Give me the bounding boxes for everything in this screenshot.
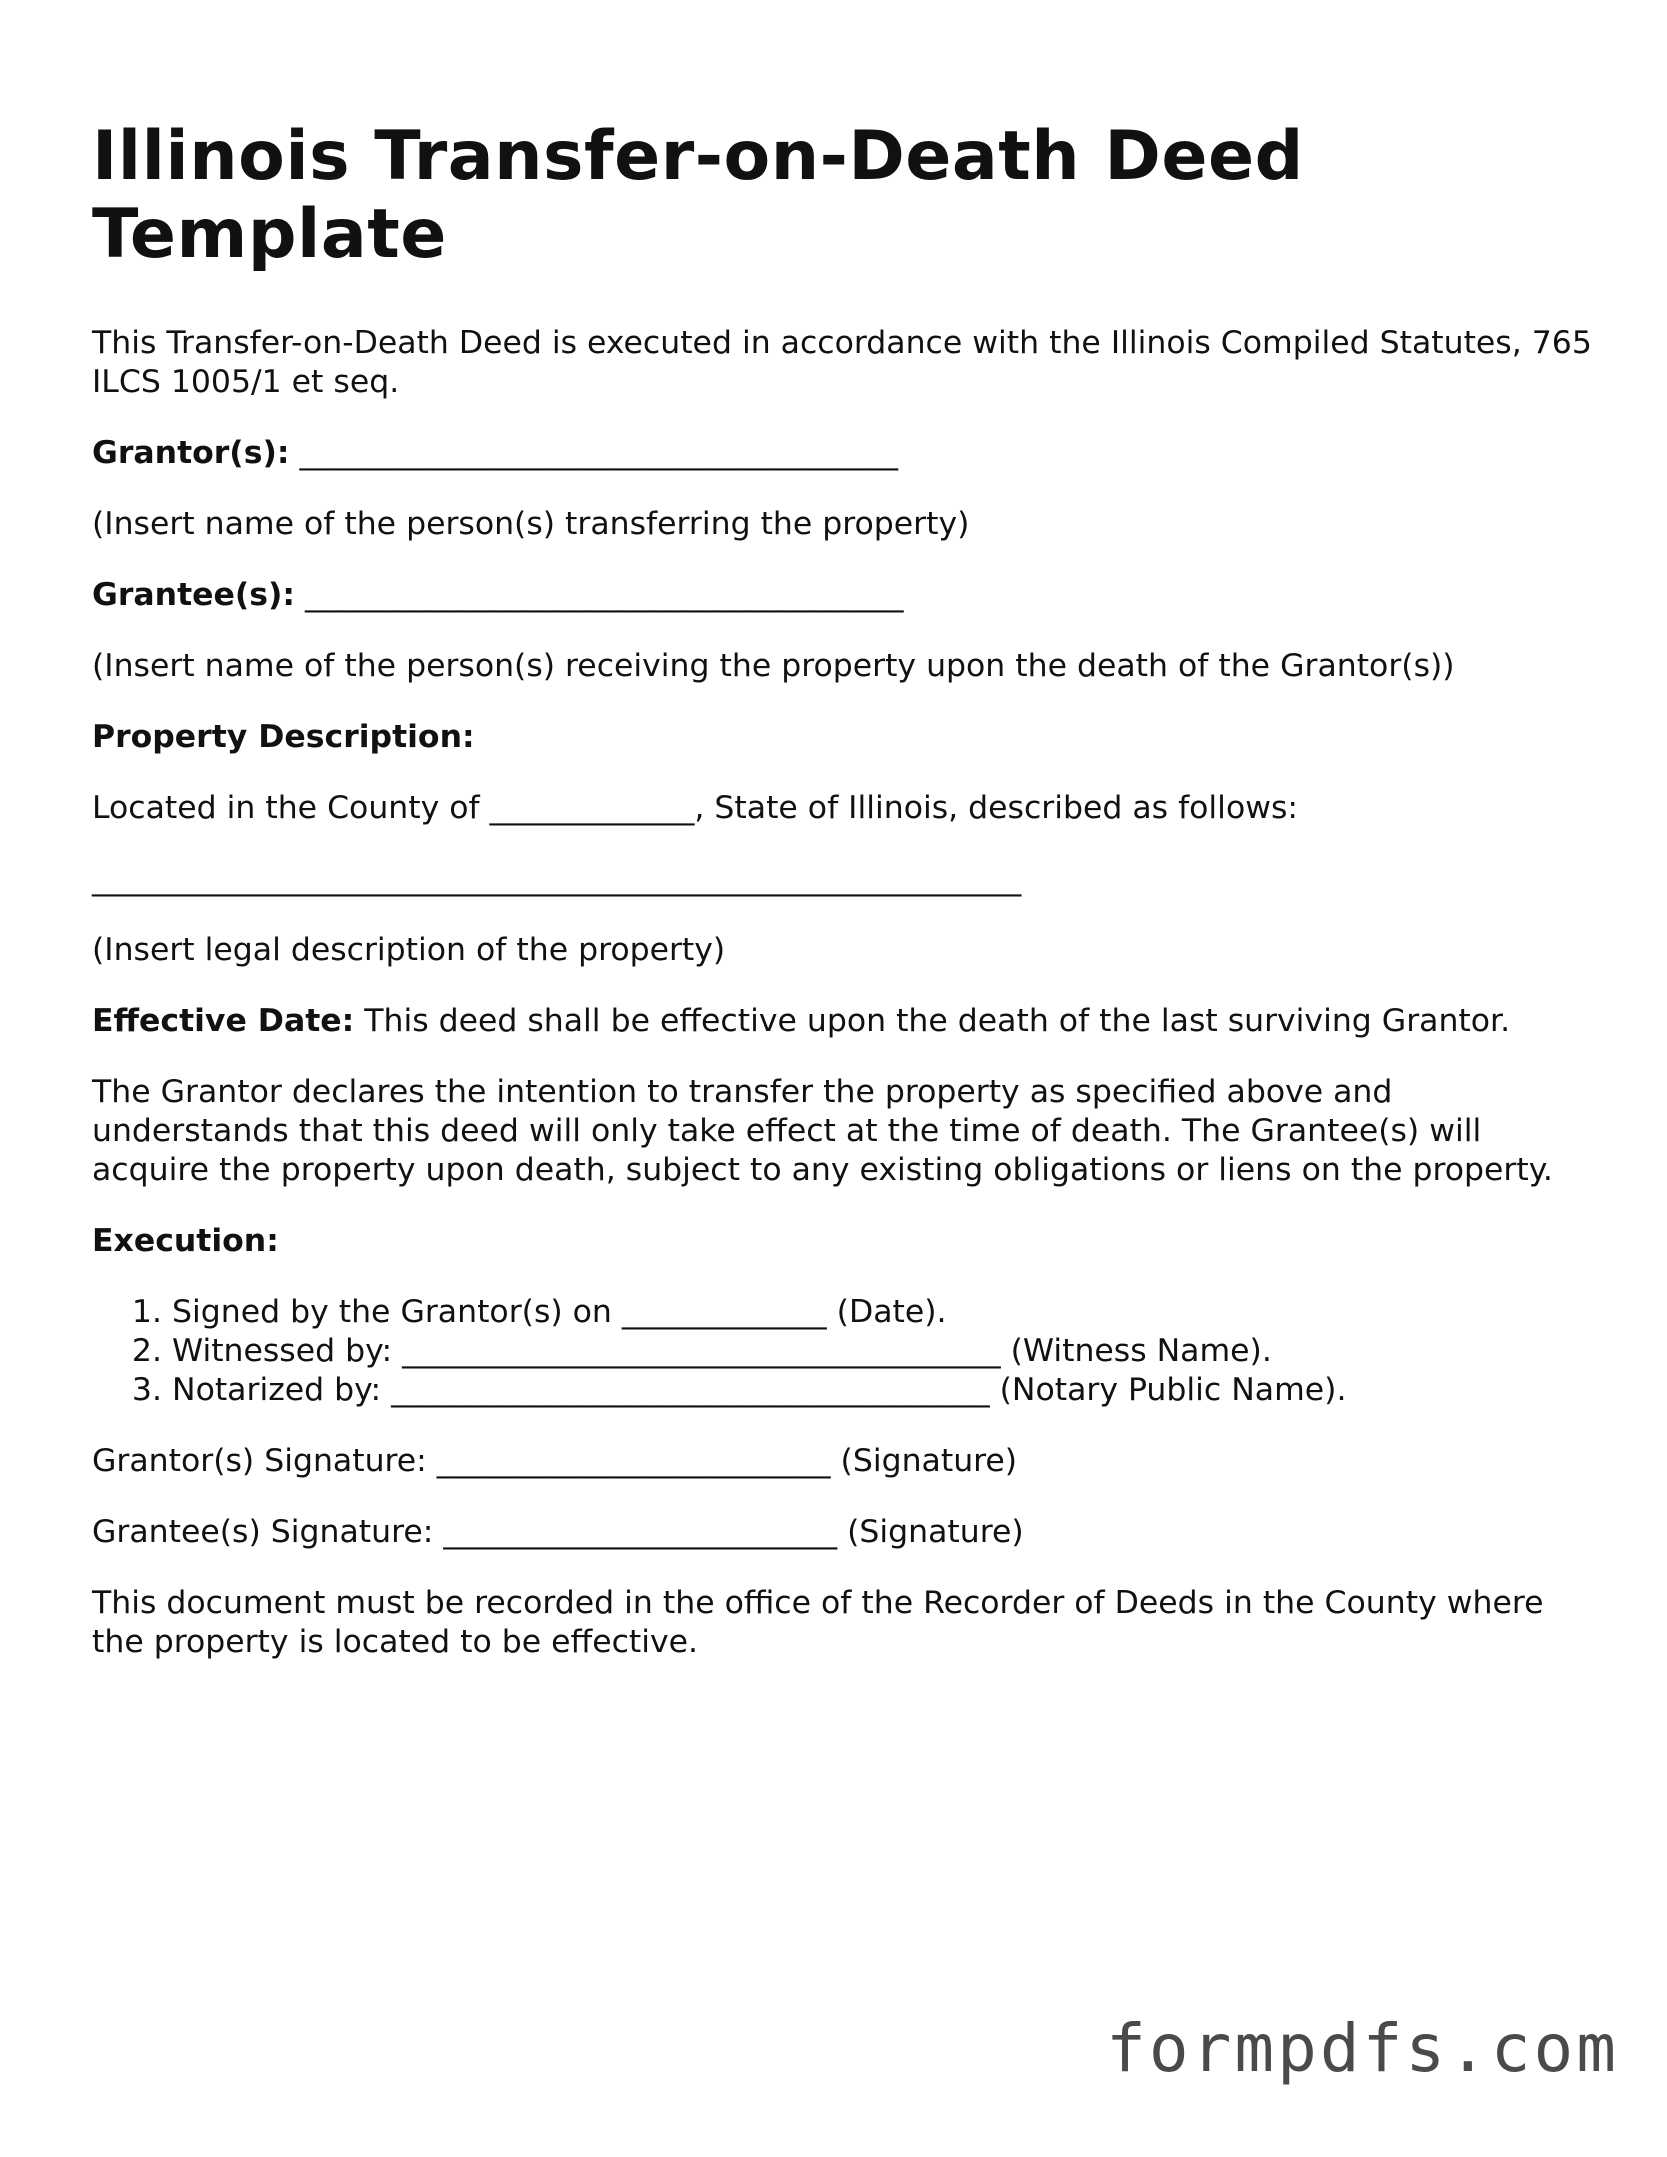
grantor-hint: (Insert name of the person(s) transferring the property)	[92, 506, 970, 542]
execution-heading: Execution:	[92, 1223, 279, 1259]
effective-date-label: Effective Date:	[92, 1003, 355, 1039]
effective-date-text: This deed shall be effective upon the death of the last surviving Grantor.	[354, 1003, 1511, 1039]
intro-paragraph: This Transfer-on-Death Deed is executed in accordance with the Illinois Compiled Statutes, 765 ILCS 1005/1 et seq.	[92, 325, 1592, 400]
recording-note: This document must be recorded in the office of the Recorder of Deeds in the County where the property is located to be effective.	[92, 1585, 1544, 1660]
grantee-label: Grantee(s):	[92, 577, 295, 613]
grantor-blank: ______________________________________	[289, 435, 898, 471]
execution-item: 2. Witnessed by: ______________________________________ (Witness Name).	[172, 1332, 1592, 1371]
execution-item: 1. Signed by the Grantor(s) on _____________ (Date).	[172, 1293, 1592, 1332]
grantor-signature-line: Grantor(s) Signature: _________________________ (Signature)	[92, 1443, 1018, 1479]
grantee-field	[92, 576, 1592, 615]
county-line: Located in the County of _____________, State of Illinois, described as follows:	[92, 790, 1298, 826]
grantor-field	[92, 434, 1592, 473]
property-heading: Property Description:	[92, 719, 475, 755]
grantee-signature-line: Grantee(s) Signature: _________________________ (Signature)	[92, 1514, 1024, 1550]
declaration-paragraph: The Grantor declares the intention to transfer the property as specified above and understands that this deed will only take effect at the time of death. The Grantee(s) will acquire the property upon death, subject to any existing obligations or liens on the property.	[92, 1074, 1553, 1188]
effective-date	[92, 1002, 1592, 1041]
execution-list	[92, 1293, 1592, 1410]
legal-description-hint: (Insert legal description of the property)	[92, 932, 726, 968]
document-title: Illinois Transfer-on-Death Deed Template	[92, 117, 1304, 274]
legal-description-blank: ___________________________________________________________	[92, 861, 1022, 897]
execution-item: 3. Notarized by: ______________________________________ (Notary Public Name).	[172, 1371, 1592, 1410]
grantee-hint: (Insert name of the person(s) receiving the property upon the death of the Grantor(s))	[92, 648, 1455, 684]
grantee-blank: ______________________________________	[295, 577, 904, 613]
watermark: formpdfs.com	[1106, 2010, 1619, 2087]
deed-document	[92, 118, 1592, 1662]
grantor-label: Grantor(s):	[92, 435, 290, 471]
